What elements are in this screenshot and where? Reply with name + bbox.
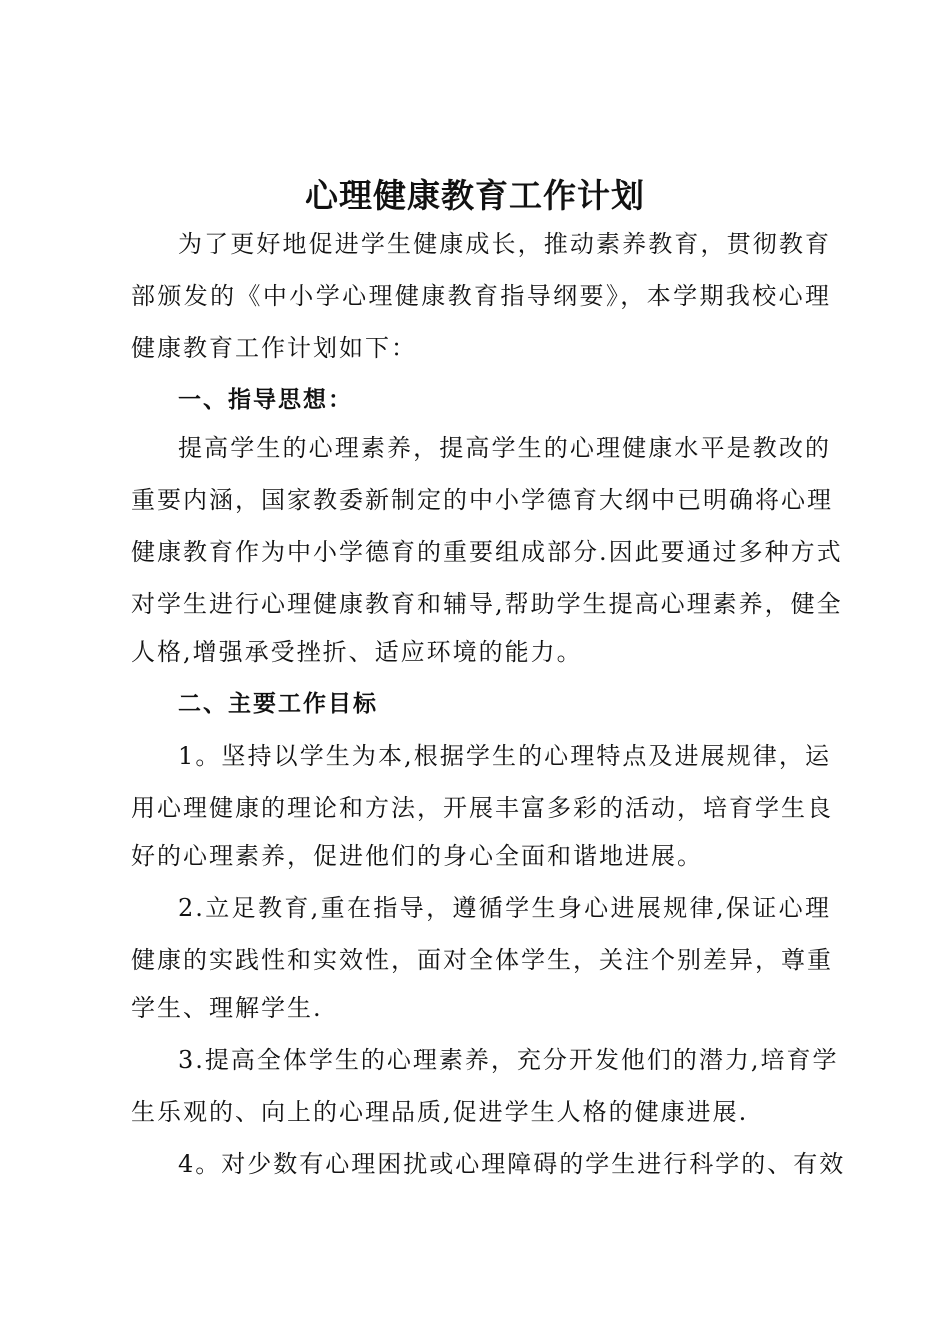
section-1-line-4: 对学生进行心理健康教育和辅导,帮助学生提高心理素养，健全 xyxy=(131,590,843,618)
goal-1-line-1: 1。坚持以学生为本,根据学生的心理特点及进展规律，运 xyxy=(178,742,831,770)
section-2-heading: 二、主要工作目标 xyxy=(178,691,378,717)
section-1-line-5: 人格,增强承受挫折、适应环境的能力。 xyxy=(131,638,583,666)
goal-2-line-1: 2.立足教育,重在指导，遵循学生身心进展规律,保证心理 xyxy=(178,894,831,922)
intro-line-1: 为了更好地促进学生健康成长，推动素养教育，贯彻教育 xyxy=(178,230,831,258)
section-1-line-3: 健康教育作为中小学德育的重要组成部分.因此要通过多种方式 xyxy=(131,538,843,566)
goal-1-line-3: 好的心理素养，促进他们的身心全面和谐地进展。 xyxy=(131,842,703,870)
section-1-line-2: 重要内涵，国家教委新制定的中小学德育大纲中已明确将心理 xyxy=(131,486,833,514)
document-title: 心理健康教育工作计划 xyxy=(305,176,645,215)
section-1-line-1: 提高学生的心理素养，提高学生的心理健康水平是教改的 xyxy=(178,434,831,462)
intro-line-3: 健康教育工作计划如下： xyxy=(131,334,417,362)
goal-1-line-2: 用心理健康的理论和方法，开展丰富多彩的活动，培育学生良 xyxy=(131,794,833,822)
goal-2-line-3: 学生、理解学生. xyxy=(131,994,323,1022)
section-1-heading: 一、指导思想： xyxy=(178,387,353,413)
goal-3-line-2: 生乐观的、向上的心理品质,促进学生人格的健康进展. xyxy=(131,1098,749,1126)
goal-4-line-1: 4。对少数有心理困扰或心理障碍的学生进行科学的、有效 xyxy=(178,1150,846,1178)
intro-line-2: 部颁发的《中小学心理健康教育指导纲要》，本学期我校心理 xyxy=(131,282,831,310)
goal-2-line-2: 健康的实践性和实效性，面对全体学生，关注个别差异，尊重 xyxy=(131,946,833,974)
goal-3-line-1: 3.提高全体学生的心理素养，充分开发他们的潜力,培育学 xyxy=(178,1046,839,1074)
